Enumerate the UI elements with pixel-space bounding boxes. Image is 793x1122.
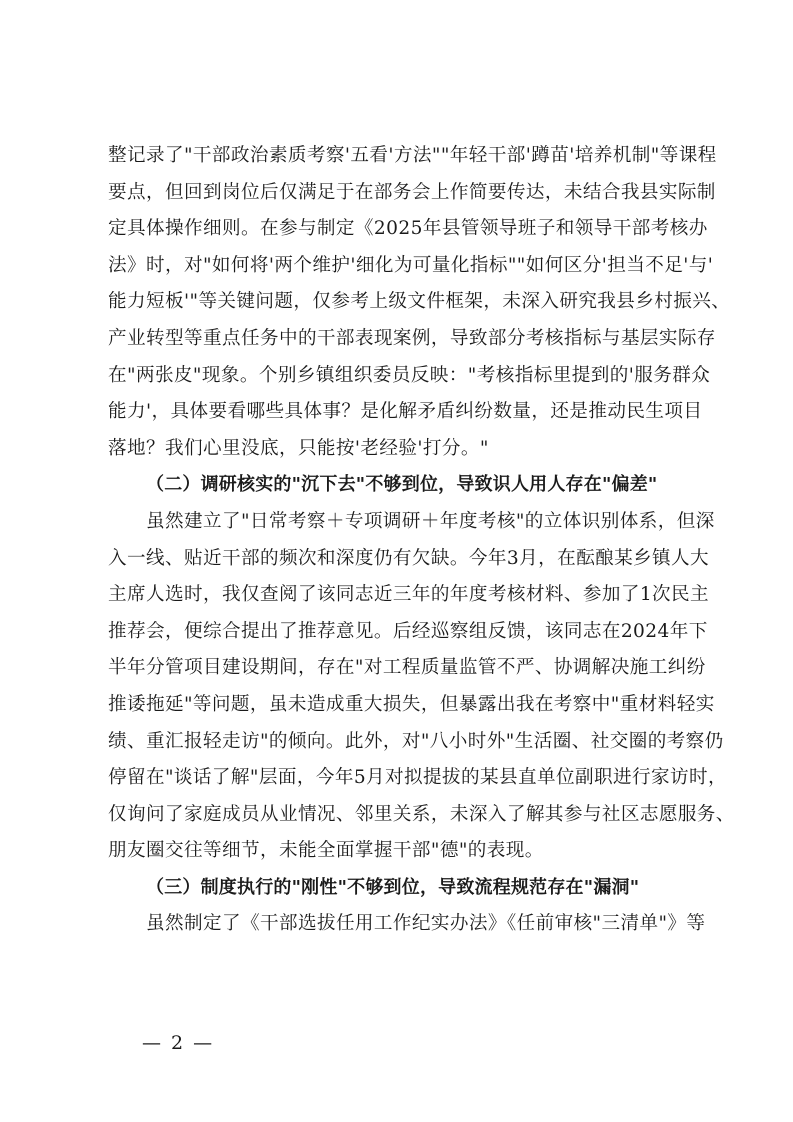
body-line: 仅询问了家庭成员从业情况、邻里关系，未深入了解其参与社区志愿服务、 bbox=[108, 803, 735, 825]
body-line: 整记录了"干部政治素质考察'五看'方法""年轻干部'蹲苗'培养机制"等课程 bbox=[108, 145, 717, 166]
body-line: 推荐会，便综合提出了推荐意见。后经巡察组反馈，该同志在2024年下 bbox=[108, 620, 708, 642]
body-line: 半年分管项目建设期间，存在"对工程质量监管不严、协调解决施工纠纷 bbox=[108, 657, 706, 679]
body-line: 绩、重汇报轻走访"的倾向。此外，对"八小时外"生活圈、社交圈的考察仍 bbox=[108, 730, 724, 752]
body-line: 产业转型等重点任务中的干部表现案例，导致部分考核指标与基层实际存 bbox=[108, 327, 716, 349]
body-line: 停留在"谈话了解"层面，今年5月对拟提拔的某县直单位副职进行家访时， bbox=[108, 767, 727, 789]
body-line: 法》时，对"如何将'两个维护'细化为可量化指标""如何区分'担当不足'与' bbox=[108, 254, 714, 276]
body-line: 朋友圈交往等细节，未能全面掌握干部"德"的表现。 bbox=[108, 840, 544, 862]
section-heading-3: （三）制度执行的"刚性"不够到位，导致流程规范存在"漏洞" bbox=[146, 876, 640, 898]
body-line: 入一线、贴近干部的频次和深度仍有欠缺。今年3月，在酝酿某乡镇人大 bbox=[108, 547, 710, 569]
body-line: 落地？我们心里没底，只能按'老经验'打分。" bbox=[108, 437, 489, 459]
document-body bbox=[108, 138, 735, 943]
body-line: 能力短板'"等关键问题，仅参考上级文件框架，未深入研究我县乡村振兴、 bbox=[108, 291, 731, 313]
body-line: 在"两张皮"现象。个别乡镇组织委员反映："考核指标里提到的'服务群众 bbox=[108, 364, 711, 386]
body-line: 虽然建立了"日常考察＋专项调研＋年度考核"的立体识别体系，但深 bbox=[146, 510, 715, 532]
page-number: — 2 — bbox=[142, 1032, 215, 1054]
section-heading-2: （二）调研核实的"沉下去"不够到位，导致识人用人存在"偏差" bbox=[146, 474, 658, 496]
body-line: 要点，但回到岗位后仅满足于在部务会上作简要传达，未结合我县实际制 bbox=[108, 181, 716, 203]
body-line: 虽然制定了《干部选拔任用工作纪实办法》《任前审核"三清单"》等 bbox=[146, 913, 706, 935]
body-line: 推诿拖延"等问题，虽未造成重大损失，但暴露出我在考察中"重材料轻实 bbox=[108, 693, 715, 715]
body-line: 定具体操作细则。在参与制定《2025年县管领导班子和领导干部考核办 bbox=[108, 218, 708, 240]
body-line: 能力'，具体要看哪些具体事？是化解矛盾纠纷数量，还是推动民生项目 bbox=[108, 401, 703, 423]
body-line: 主席人选时，我仅查阅了该同志近三年的年度考核材料、参加了1次民主 bbox=[108, 584, 710, 606]
